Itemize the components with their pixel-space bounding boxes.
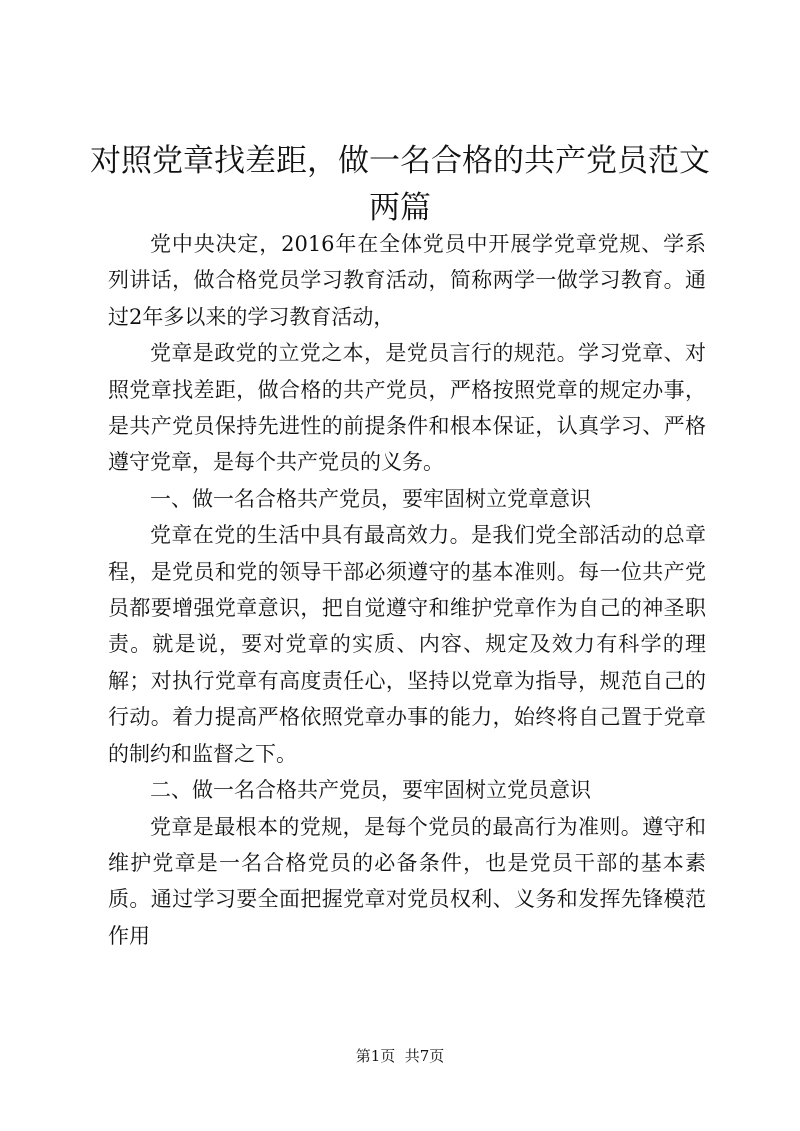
title-line-2: 两篇	[369, 190, 431, 226]
paragraph-section-2: 党章是最根本的党规，是每个党员的最高行为准则。遵守和维护党章是一名合格党员的必备条件，也是党员干部的基本素质。通过学习要全面把握党章对党员权利、义务和发挥先锋模范作用	[108, 814, 706, 948]
section-heading-1: 一、做一名合格共产党员，要牢固树立党章意识	[150, 486, 591, 511]
paragraph-party-constitution: 党章是政党的立党之本，是党员言行的规范。学习党章、对照党章找差距，做合格的共产党员，严格按照党章的规定办事，是共产党员保持先进性的前提条件和根本保证，认真学习、严格遵守党章，是每个共产党员的义务。	[108, 341, 706, 475]
paragraph-intro: 党中央决定，2016年在全体党员中开展学党章党规、学系列讲话，做合格党员学习教育活动，简称两学一做学习教育。通过2年多以来的学习教育活动，	[108, 232, 706, 329]
section-heading-2: 二、做一名合格共产党员，要牢固树立党员意识	[150, 778, 591, 803]
document-title	[90, 138, 710, 232]
page-number: 第1页 共7页	[355, 1047, 445, 1065]
document-body	[108, 226, 706, 954]
paragraph-section-1: 党章在党的生活中具有最高效力。是我们党全部活动的总章程，是党员和党的领导干部必须遵守的基本准则。每一位共产党员都要增强党章意识，把自觉遵守和维护党章作为自己的神圣职责。就是说，要对党章的实质、内容、规定及效力有科学的理解；对执行党章有高度责任心，坚持以党章为指导，规范自己的行动。着力提高严格依照党章办事的能力，始终将自己置于党章的制约和监督之下。	[108, 523, 706, 766]
title-line-1: 对照党章找差距，做一名合格的共产党员范文	[90, 143, 710, 179]
page-footer	[0, 1046, 800, 1066]
